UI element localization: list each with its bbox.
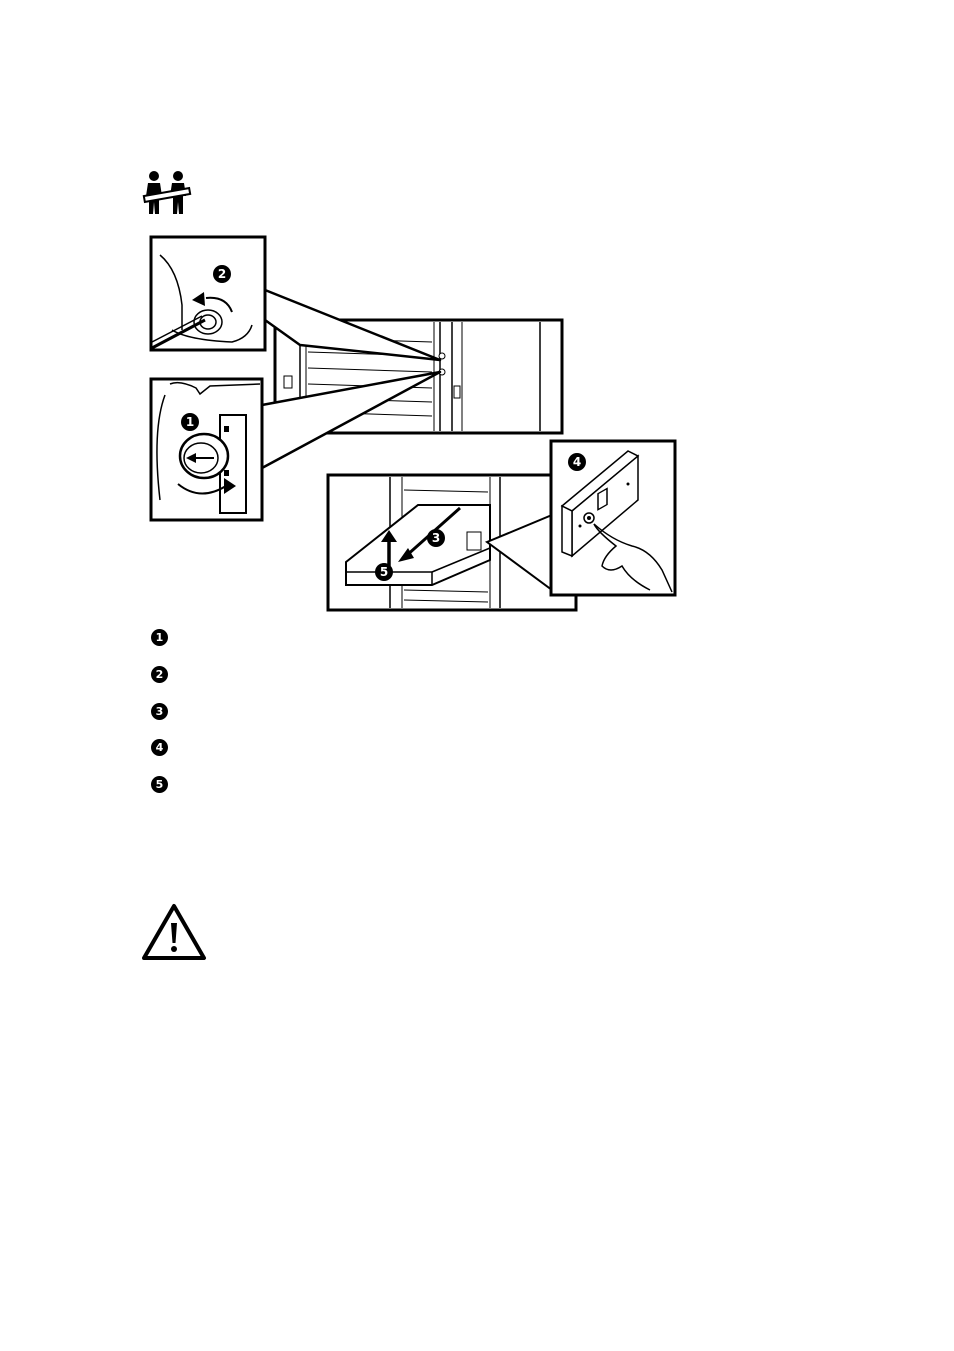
svg-text:3: 3: [431, 531, 441, 545]
step-marker: 5: [151, 776, 168, 793]
step-item: [151, 629, 178, 646]
warning-triangle-icon: [141, 903, 207, 961]
svg-text:2: 2: [217, 267, 227, 281]
step-item: [151, 703, 178, 720]
detail-knob: [151, 379, 262, 520]
step-marker: 1: [151, 629, 168, 646]
svg-text:4: 4: [572, 455, 582, 469]
step-item: [151, 739, 178, 756]
step-item: [151, 666, 178, 683]
step-item: [151, 776, 178, 793]
svg-text:1: 1: [185, 415, 195, 429]
detail-release-button: [551, 441, 675, 595]
svg-text:5: 5: [379, 565, 389, 579]
step-marker: 2: [151, 666, 168, 683]
detail-screw: [151, 237, 265, 350]
step-marker: 3: [151, 703, 168, 720]
step-marker: 4: [151, 739, 168, 756]
